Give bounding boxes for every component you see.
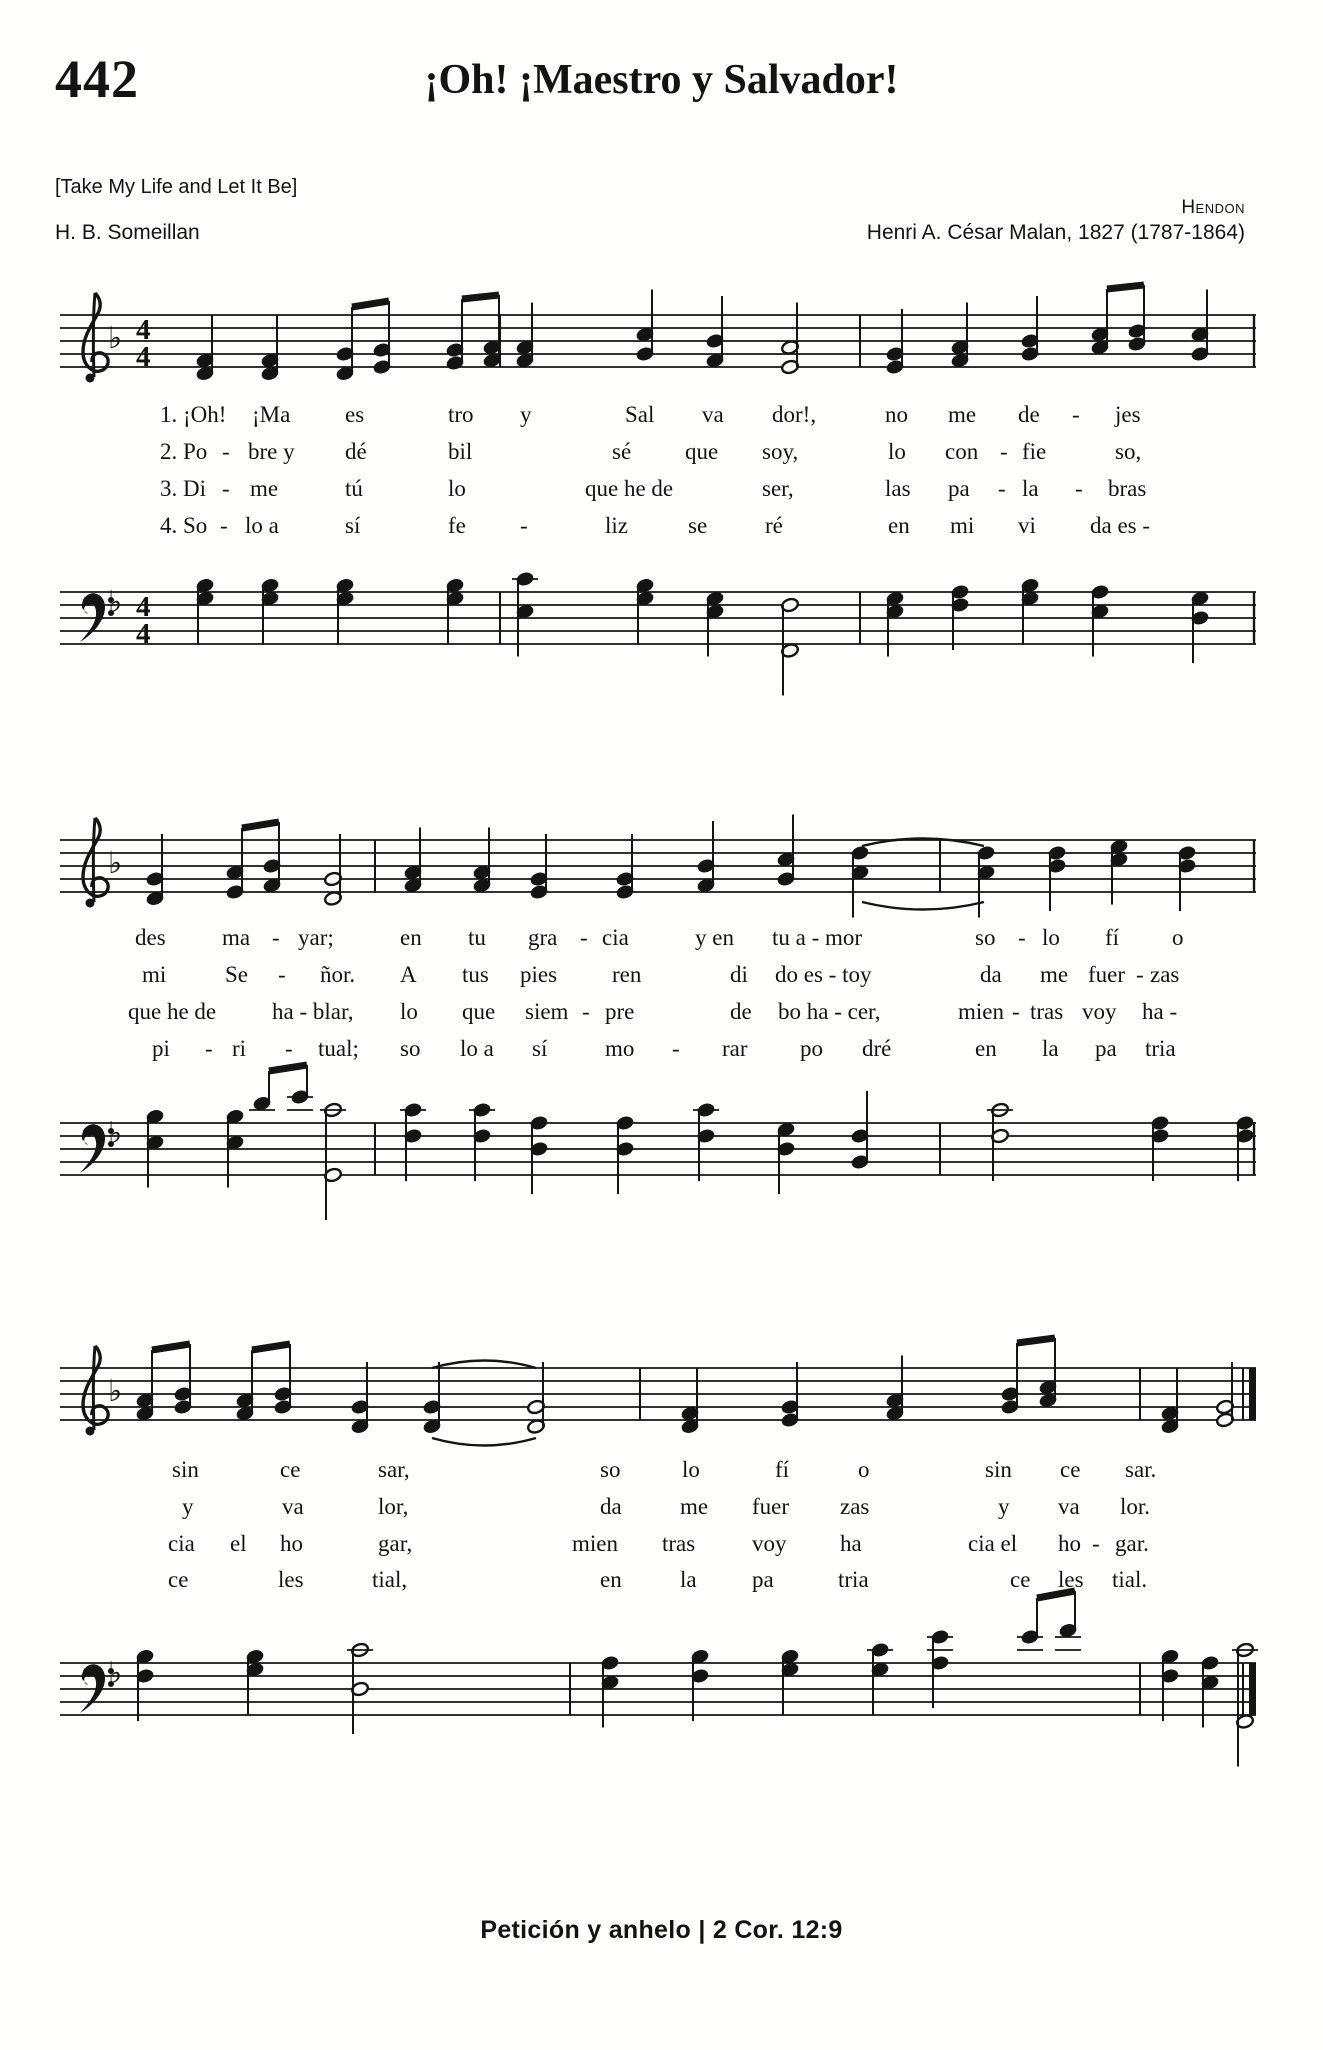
tie-arc — [432, 1361, 536, 1369]
lyric-syllable: no — [885, 402, 908, 427]
treble-clef-icon — [83, 1346, 108, 1436]
lyric-syllable: sí — [345, 513, 361, 538]
lyrics-line-s1-v3 — [0, 476, 1323, 512]
lyric-syllable: lo — [888, 439, 906, 464]
lyric-syllable: pa — [1095, 1036, 1117, 1061]
lyrics-line-s1-v4 — [0, 513, 1323, 549]
flat-sign-icon: ♭ — [108, 1116, 123, 1151]
lyrics-line-s2-v2 — [0, 962, 1323, 998]
lyric-syllable: bras — [1108, 476, 1147, 501]
lyric-syllable: y — [520, 402, 532, 427]
lyric-syllable: - — [1012, 999, 1020, 1024]
lyric-syllable: bre y — [248, 439, 295, 464]
lyrics-line-s2-v1 — [0, 925, 1323, 961]
lyric-syllable: vi — [1018, 513, 1036, 538]
lyric-syllable: tras — [662, 1531, 696, 1556]
lyric-syllable: tro — [448, 402, 474, 427]
composer-credit: Henri A. César Malan, 1827 (1787-1864) — [866, 221, 1245, 244]
lyric-syllable: - — [1000, 439, 1008, 464]
lyric-syllable: cia el — [968, 1531, 1018, 1556]
lyric-syllable: fe — [448, 513, 466, 538]
flat-sign-icon: ♭ — [108, 846, 123, 881]
lyric-syllable: o — [1172, 925, 1184, 950]
beam — [152, 1344, 190, 1350]
lyric-syllable: fí — [1105, 925, 1120, 950]
lyric-syllable: ri — [232, 1036, 247, 1061]
lyric-syllable: ser, — [762, 476, 794, 501]
lyric-syllable: y — [182, 1494, 194, 1519]
lyric-syllable: sé — [612, 439, 632, 464]
lyric-syllable: - — [582, 999, 590, 1024]
lyric-syllable: - — [520, 513, 528, 538]
lyric-syllable: - — [998, 476, 1006, 501]
lyric-syllable: ¡Ma — [252, 402, 291, 427]
lyric-syllable: pi — [152, 1036, 170, 1061]
flat-sign-icon: ♭ — [108, 321, 123, 356]
beam — [242, 822, 279, 828]
lyric-syllable: - — [205, 1036, 213, 1061]
lyric-syllable: la — [680, 1567, 697, 1592]
lyric-syllable: lo — [400, 999, 418, 1024]
lyric-syllable: 2. Po — [160, 439, 208, 464]
lyric-syllable: - — [222, 439, 230, 464]
lyric-syllable: que — [685, 439, 719, 464]
lyric-syllable: ñor. — [320, 962, 356, 987]
lyric-syllable: el — [230, 1531, 247, 1556]
lyric-syllable: voy — [1082, 999, 1117, 1024]
lyric-syllable: rar — [722, 1036, 748, 1061]
lyric-syllable: tria — [838, 1567, 869, 1592]
flat-sign-icon: ♭ — [108, 1656, 123, 1691]
flat-sign-icon: ♭ — [108, 1374, 123, 1409]
lyric-syllable: ré — [765, 513, 783, 538]
lyrics-line-s3-v4 — [0, 1567, 1323, 1603]
lyric-syllable: sin — [172, 1457, 199, 1482]
lyric-syllable: tial, — [372, 1567, 408, 1592]
lyric-syllable: fí — [775, 1457, 790, 1482]
lyric-syllable: y — [998, 1494, 1010, 1519]
lyric-syllable: me — [680, 1494, 709, 1519]
hymn-number: 442 — [55, 49, 139, 109]
lyric-syllable: mi — [950, 513, 975, 538]
lyric-syllable: siem — [525, 999, 569, 1024]
time-signature: 4 — [136, 314, 151, 346]
lyric-syllable: so — [400, 1036, 421, 1061]
lyric-syllable: da — [600, 1494, 622, 1519]
lyrics-line-s3-v3 — [0, 1531, 1323, 1567]
lyric-syllable: sin — [985, 1457, 1012, 1482]
lyric-syllable: dé — [345, 439, 367, 464]
lyric-syllable: tual; — [318, 1036, 359, 1061]
lyric-syllable: o — [858, 1457, 870, 1482]
treble-clef-icon — [83, 818, 108, 908]
lyric-syllable: - — [1018, 925, 1026, 950]
lyric-syllable: les — [278, 1567, 304, 1592]
lyric-syllable: 1. ¡Oh! — [160, 402, 227, 427]
lyric-syllable: do es - toy — [775, 962, 872, 987]
lyric-syllable: me — [948, 402, 977, 427]
lyric-syllable: - — [580, 925, 588, 950]
final-barline — [1249, 1663, 1256, 1715]
lyric-syllable: mien — [572, 1531, 618, 1556]
lyric-syllable: - — [1136, 962, 1144, 987]
lyric-syllable: dré — [862, 1036, 892, 1061]
lyric-syllable: pa — [752, 1567, 774, 1592]
lyrics-line-s2-v3 — [0, 999, 1323, 1035]
lyric-syllable: gra — [528, 925, 558, 950]
lyric-syllable: sar, — [378, 1457, 410, 1482]
lyric-syllable: - — [220, 513, 228, 538]
lyric-syllable: zas — [1150, 962, 1180, 987]
lyric-syllable: ha — [840, 1531, 862, 1556]
lyric-syllable: en — [600, 1567, 622, 1592]
lyric-syllable: dor!, — [772, 402, 817, 427]
lyric-syllable: va — [702, 402, 724, 427]
lyric-syllable: ce — [280, 1457, 301, 1482]
time-signature: 4 — [136, 591, 151, 623]
lyric-syllable: di — [730, 962, 748, 987]
lyric-syllable: que he de — [128, 999, 217, 1024]
lyric-syllable: lor. — [1120, 1494, 1151, 1519]
lyric-syllable: que he de — [585, 476, 674, 501]
lyric-syllable: sí — [532, 1036, 548, 1061]
treble-clef-icon — [83, 293, 108, 383]
lyric-syllable: des — [135, 925, 166, 950]
lyric-syllable: bil — [448, 439, 473, 464]
lyric-syllable: fuer — [752, 1494, 790, 1519]
lyric-syllable: en — [975, 1036, 997, 1061]
lyric-syllable: liz — [605, 513, 628, 538]
beam — [1107, 285, 1144, 289]
lyric-syllable: lo a — [460, 1036, 494, 1061]
lyric-syllable: tial. — [1112, 1567, 1148, 1592]
lyric-syllable: tria — [1145, 1036, 1176, 1061]
lyric-syllable: la — [1042, 1036, 1059, 1061]
lyric-syllable: tú — [345, 476, 363, 501]
lyric-syllable: ha - — [1142, 999, 1178, 1024]
lyric-syllable: cia — [168, 1531, 195, 1556]
lyric-syllable: so, — [1115, 439, 1142, 464]
lyric-syllable: sar. — [1125, 1457, 1157, 1482]
lyric-syllable: va — [282, 1494, 304, 1519]
lyric-syllable: gar. — [1115, 1531, 1149, 1556]
lyric-syllable: tu a - mor — [772, 925, 863, 950]
lyric-syllable: so — [600, 1457, 621, 1482]
lyric-syllable: po — [800, 1036, 823, 1061]
lyric-syllable: - — [278, 962, 286, 987]
lyrics-line-s2-v4 — [0, 1036, 1323, 1072]
lyric-syllable: ce — [1060, 1457, 1081, 1482]
tune-name: Hendon — [1181, 197, 1245, 218]
lyric-syllable: ha - blar, — [272, 999, 354, 1024]
lyrics-line-s3-v2 — [0, 1494, 1323, 1530]
lyric-syllable: Sal — [625, 402, 655, 427]
lyric-syllable: ce — [1010, 1567, 1031, 1592]
lyric-syllable: gar, — [378, 1531, 413, 1556]
lyric-syllable: - — [285, 1036, 293, 1061]
lyric-syllable: de — [1018, 402, 1040, 427]
lyrics-line-s1-v2 — [0, 439, 1323, 475]
lyric-syllable: lo — [448, 476, 466, 501]
lyric-syllable: yar; — [298, 925, 334, 950]
lyric-syllable: soy, — [762, 439, 799, 464]
lyric-syllable: - — [222, 476, 230, 501]
lyric-syllable: ho — [280, 1531, 303, 1556]
lyric-syllable: so — [975, 925, 996, 950]
lyric-syllable: da es - — [1090, 513, 1151, 538]
lyric-syllable: fie — [1022, 439, 1047, 464]
lyric-syllable: tu — [468, 925, 486, 950]
lyric-syllable: 4. So — [160, 513, 208, 538]
lyrics-line-s1-v1 — [0, 402, 1323, 438]
lyric-syllable: me — [250, 476, 279, 501]
lyric-syllable: ren — [612, 962, 642, 987]
lyric-syllable: es — [345, 402, 365, 427]
author-credit: H. B. Someillan — [55, 221, 200, 244]
lyric-syllable: en — [888, 513, 910, 538]
lyric-syllable: se — [688, 513, 708, 538]
lyric-syllable: lor, — [378, 1494, 409, 1519]
lyric-syllable: - — [1092, 1531, 1100, 1556]
lyric-syllable: tus — [462, 962, 489, 987]
lyric-syllable: A — [400, 962, 417, 987]
lyric-syllable: lo a — [245, 513, 279, 538]
lyric-syllable: jes — [1115, 402, 1141, 427]
flat-sign-icon: ♭ — [108, 585, 123, 620]
lyric-syllable: - — [1072, 402, 1080, 427]
tie-arc — [862, 902, 984, 910]
lyric-syllable: - — [672, 1036, 680, 1061]
time-signature: 4 — [136, 618, 151, 650]
hymn-title: ¡Oh! ¡Maestro y Salvador! — [424, 57, 899, 103]
lyric-syllable: la — [1022, 476, 1039, 501]
lyric-syllable: cia — [602, 925, 629, 950]
lyric-syllable: zas — [840, 1494, 870, 1519]
lyric-syllable: ce — [168, 1567, 189, 1592]
time-signature: 4 — [136, 341, 151, 373]
lyric-syllable: con — [945, 439, 979, 464]
lyric-syllable: - — [1075, 476, 1083, 501]
lyric-syllable: pa — [948, 476, 970, 501]
lyric-syllable: mo — [605, 1036, 635, 1061]
lyric-syllable: ho — [1058, 1531, 1081, 1556]
lyric-syllable: me — [1040, 962, 1069, 987]
footer-scripture-caption: Petición y anhelo | 2 Cor. 12:9 — [480, 1916, 843, 1944]
english-source-title: [Take My Life and Let It Be] — [55, 176, 298, 198]
lyric-syllable: que — [462, 999, 496, 1024]
lyrics-line-s3-v1 — [0, 1457, 1323, 1493]
lyric-syllable: les — [1058, 1567, 1084, 1592]
lyric-syllable: de — [730, 999, 752, 1024]
lyric-syllable: lo — [682, 1457, 700, 1482]
lyric-syllable: en — [400, 925, 422, 950]
lyric-syllable: da — [980, 962, 1002, 987]
lyric-syllable: 3. Di — [160, 476, 206, 501]
lyric-syllable: va — [1058, 1494, 1080, 1519]
lyric-syllable: ma — [222, 925, 251, 950]
lyric-syllable: voy — [752, 1531, 787, 1556]
lyric-syllable: Se — [225, 962, 248, 987]
beam — [1017, 1338, 1055, 1343]
system-3-bass-staff — [50, 1578, 1260, 1788]
beam — [352, 301, 389, 307]
lyric-syllable: las — [885, 476, 911, 501]
lyric-syllable: lo — [1042, 925, 1060, 950]
lyric-syllable: tras — [1030, 999, 1064, 1024]
beam — [252, 1344, 290, 1350]
tie-arc — [432, 1438, 536, 1446]
lyric-syllable: mien — [958, 999, 1004, 1024]
beam — [462, 295, 499, 299]
lyric-syllable: mi — [142, 962, 167, 987]
lyric-syllable: pre — [605, 999, 635, 1024]
lyric-syllable: pies — [520, 962, 558, 987]
final-barline — [1249, 1368, 1256, 1420]
lyric-syllable: y en — [695, 925, 734, 950]
lyric-syllable: bo ha - cer, — [778, 999, 881, 1024]
lyric-syllable: fuer — [1088, 962, 1126, 987]
lyric-syllable: - — [272, 925, 280, 950]
